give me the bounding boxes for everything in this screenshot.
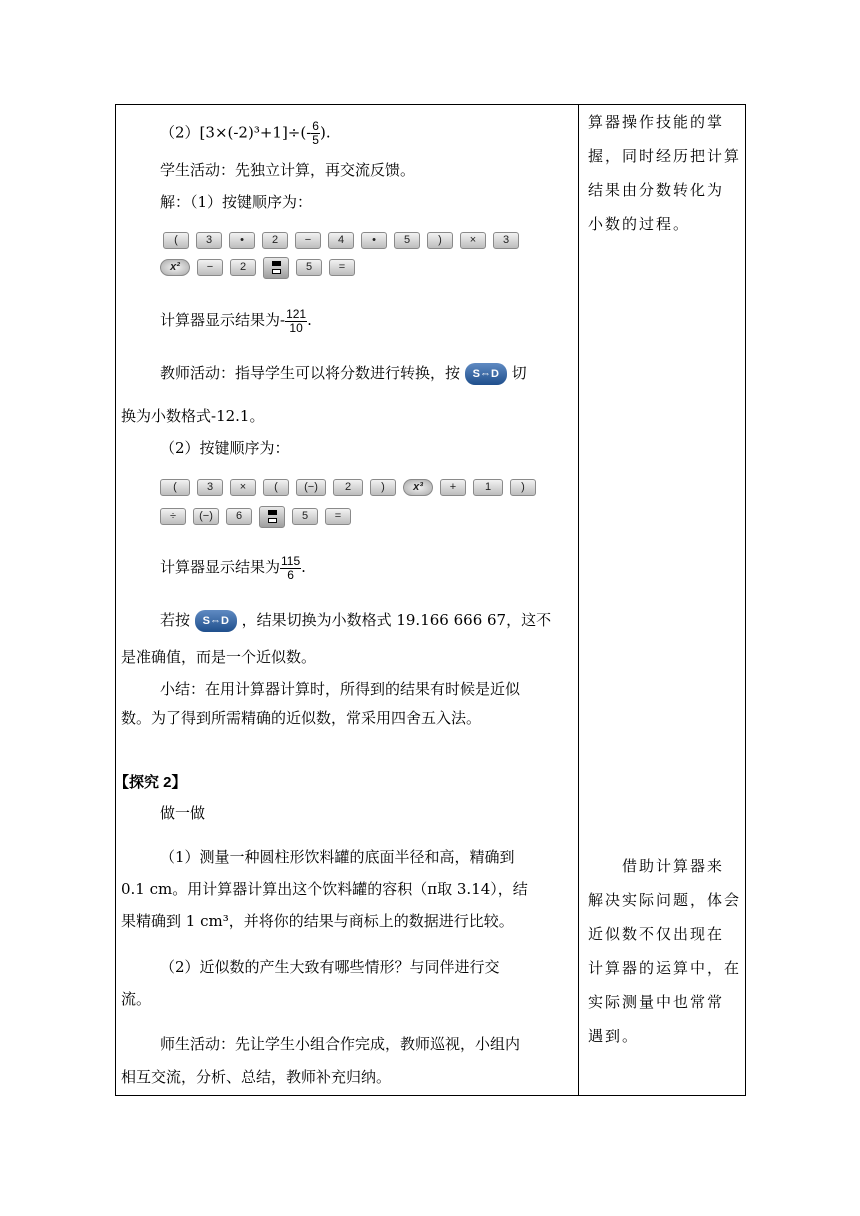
negative-key: (−) xyxy=(296,479,326,496)
note-b-1: 借助计算器来 xyxy=(622,857,725,875)
result-1: 计算器显示结果为- $\frac{121}{10}$ . xyxy=(160,306,312,335)
key: × xyxy=(460,232,486,249)
note-a-3: 结果由分数转化为 xyxy=(588,181,725,199)
key: 6 xyxy=(226,508,252,525)
fraction-key-icon xyxy=(263,257,289,279)
result-2: 计算器显示结果为 $\frac{115}{6}$ . xyxy=(160,553,306,582)
solution-1-label: 解：（1）按键顺序为： xyxy=(160,193,313,211)
key: 5 xyxy=(292,508,318,525)
key: 3 xyxy=(197,479,223,496)
key: ) xyxy=(370,479,396,496)
key: 3 xyxy=(493,232,519,249)
key-sequence-2a xyxy=(160,479,536,496)
key: 5 xyxy=(394,232,420,249)
note-b-2: 解决实际问题，体会 xyxy=(588,891,742,909)
note-a-2: 握，同时经历把计算 xyxy=(588,147,742,165)
key: = xyxy=(325,508,351,525)
fraction-6-5: $\frac{6}{5}$ xyxy=(312,119,319,147)
question-1-cont2: 果精确到 1 cm³，并将你的结果与商标上的数据进行比较。 xyxy=(121,912,514,930)
note-b-3: 近似数不仅出现在 xyxy=(588,925,725,943)
key: ( xyxy=(160,479,190,496)
fraction-key-icon xyxy=(259,506,285,528)
negative-key: (−) xyxy=(193,508,219,525)
key: − xyxy=(295,232,321,249)
key: ÷ xyxy=(160,508,186,525)
key: ( xyxy=(163,232,189,249)
key-sequence-2b xyxy=(160,508,351,528)
summary: 小结：在用计算器计算时，所得到的结果有时候是近似 xyxy=(160,680,521,698)
question-2: （2）近似数的产生大致有哪些情形？与同伴进行交 xyxy=(160,958,500,976)
section-heading: 【探究 2】 xyxy=(114,774,187,791)
s-d-conversion-key: S⇔D xyxy=(465,363,507,385)
teacher-activity: 教师活动：指导学生可以将分数进行转换，按 S⇔D 切 xyxy=(160,363,527,385)
student-activity: 学生活动：先独立计算，再交流反馈。 xyxy=(160,161,416,179)
content-table xyxy=(115,104,746,1096)
key-sequence-1b xyxy=(160,259,355,279)
subheading: 做一做 xyxy=(160,804,206,822)
key: 4 xyxy=(328,232,354,249)
fraction-115-6: $\frac{115}{6}$ xyxy=(281,553,301,582)
teacher-student-activity-cont: 相互交流，分析、总结，教师补充归纳。 xyxy=(121,1068,392,1086)
cube-key: x³ xyxy=(403,479,433,496)
key: − xyxy=(197,259,223,276)
square-key: x² xyxy=(160,259,190,276)
key: • xyxy=(229,232,255,249)
conversion-note-cont: 是准确值，而是一个近似数。 xyxy=(121,648,317,666)
teacher-student-activity: 师生活动：先让学生小组合作完成，教师巡视，小组内 xyxy=(160,1035,521,1053)
key: ( xyxy=(263,479,289,496)
key: • xyxy=(361,232,387,249)
key: 3 xyxy=(196,232,222,249)
column-divider xyxy=(578,105,579,1095)
key: 2 xyxy=(333,479,363,496)
key: × xyxy=(230,479,256,496)
problem-2-line: （2）[3×(-2)³+1]÷(- $\frac{6}{5}$ ). xyxy=(160,119,331,147)
note-a-4: 小数的过程。 xyxy=(588,215,691,233)
note-b-6: 遇到。 xyxy=(588,1027,640,1045)
question-2-cont: 流。 xyxy=(121,990,152,1008)
question-1: （1）测量一种圆柱形饮料罐的底面半径和高，精确到 xyxy=(160,848,515,866)
note-b-5: 实际测量中也常常 xyxy=(588,993,725,1011)
fraction-121-10: $\frac{121}{10}$ xyxy=(286,306,307,335)
summary-cont: 数。为了得到所需精确的近似数，常采用四舍五入法。 xyxy=(121,709,482,727)
teacher-activity-cont: 换为小数格式-12.1。 xyxy=(121,407,265,425)
conversion-note: 若按 S⇔D ，结果切换为小数格式 19.166 666 67，这不 xyxy=(160,610,551,632)
key: 2 xyxy=(230,259,256,276)
key: 2 xyxy=(262,232,288,249)
question-1-cont: 0.1 cm。用计算器计算出这个饮料罐的容积（π取 3.14），结 xyxy=(121,880,528,898)
key: ) xyxy=(427,232,453,249)
solution-2-label: （2）按键顺序为： xyxy=(160,439,290,457)
key: + xyxy=(440,479,466,496)
s-d-conversion-key: S⇔D xyxy=(195,610,237,632)
problem-2-text: （2）[3×(-2)³+1]÷(- xyxy=(160,123,312,142)
key: ) xyxy=(510,479,536,496)
key: 5 xyxy=(296,259,322,276)
key-sequence-1a xyxy=(163,232,519,249)
note-b-4: 计算器的运算中，在 xyxy=(588,959,742,977)
note-a-1: 算器操作技能的掌 xyxy=(588,113,725,131)
key: 1 xyxy=(473,479,503,496)
key: = xyxy=(329,259,355,276)
